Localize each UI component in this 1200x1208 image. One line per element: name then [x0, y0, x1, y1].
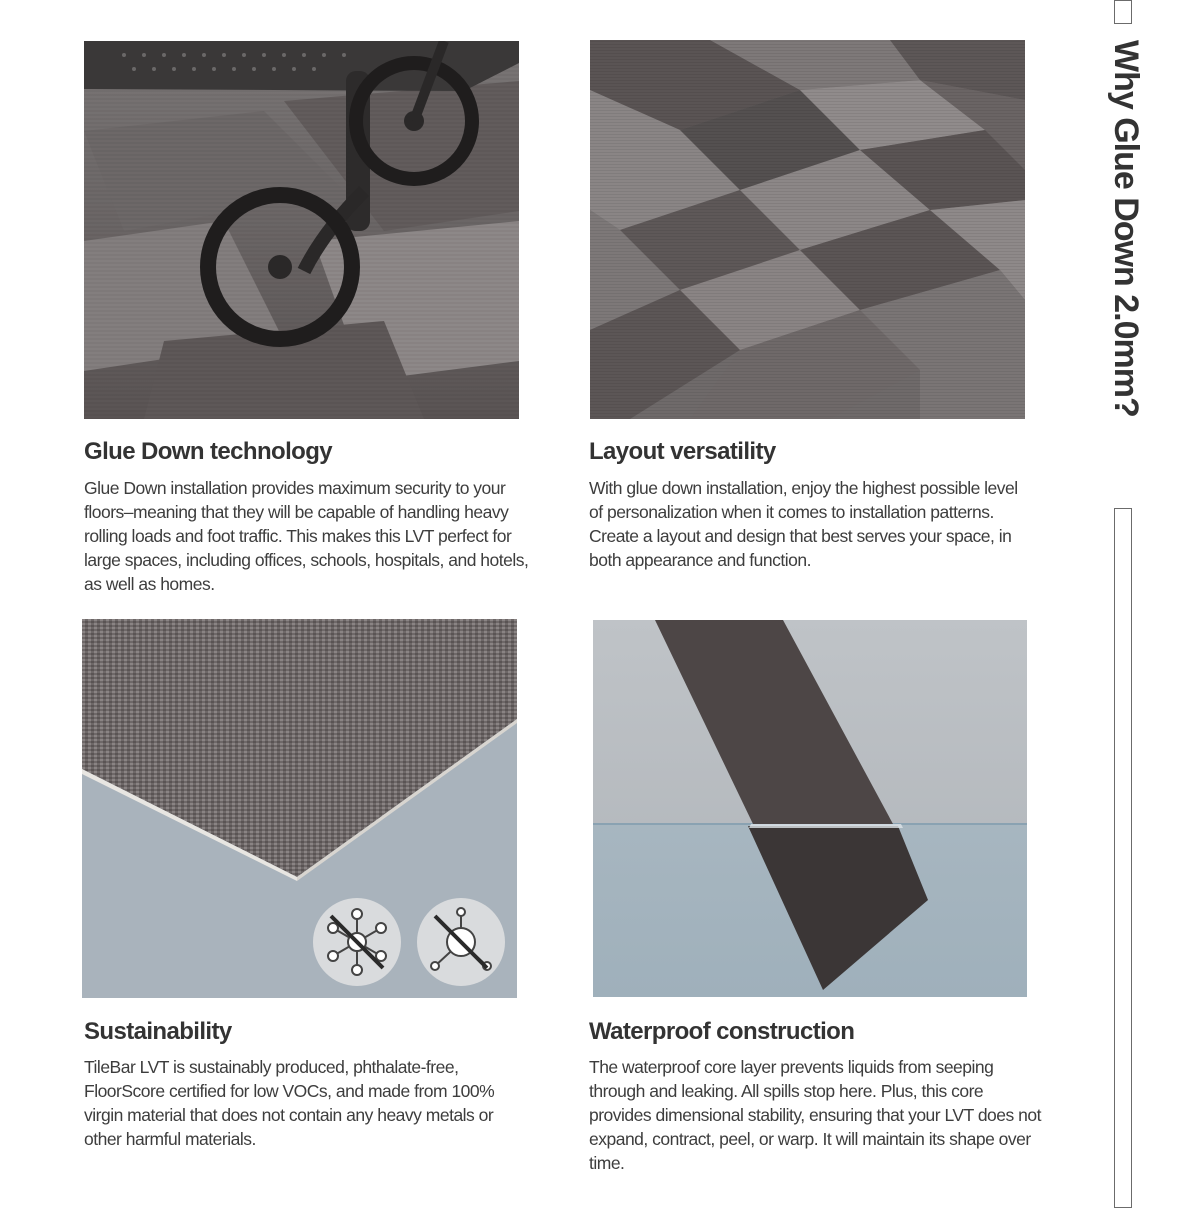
feature-heading-sustainability: Sustainability [84, 1018, 232, 1045]
side-marker-bottom [1114, 508, 1132, 1208]
feature-body-sustainability: TileBar LVT is sustainably produced, phthalate-free, FloorScore certified for low VOCs, and made from 100% virgin material that does not contain any heavy metals or other harmful materials. [84, 1057, 495, 1149]
feature-body-glue-down: Glue Down installation provides maximum security to your floors–meaning that they will be capable of handling heavy rolling loads and foot traffic. This makes this LVT perfect for large spaces, including offices, schools, hospitals, and hotels, as well as homes. [84, 478, 529, 594]
photo-plank-in-water [593, 620, 1027, 997]
feature-heading-glue-down: Glue Down technology [84, 438, 333, 465]
photo-plank-edge [82, 619, 517, 998]
no-heavy-metals-icon [417, 898, 505, 986]
feature-body-layout: With glue down installation, enjoy the highest possible level of personalization when it comes to installation patterns. Create a layout and design that best serves your space, in both appearance and function. [589, 478, 1018, 570]
side-title: Why Glue Down 2.0mm? [1107, 40, 1145, 417]
feature-body-waterproof: The waterproof core layer prevents liquids from seeping through and leaking. All spills stop here. Plus, this core provides dimensional stability, ensuring that your LVT does not expand, contract, peel, or warp. It will maintain its shape over time. [589, 1057, 1041, 1173]
no-phthalates-icon [313, 898, 401, 986]
side-marker-top [1114, 0, 1132, 24]
photo-rolling-cart-on-tiles [84, 41, 519, 419]
photo-tile-layout-pattern [590, 40, 1025, 419]
feature-heading-layout: Layout versatility [589, 438, 776, 465]
feature-heading-waterproof: Waterproof construction [589, 1018, 855, 1045]
